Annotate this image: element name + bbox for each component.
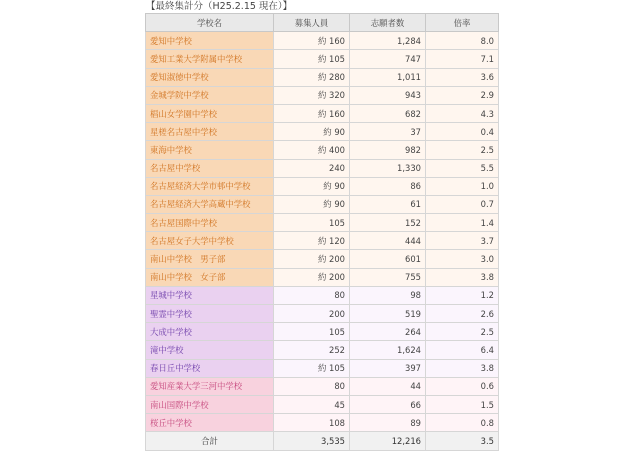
- applicants-cell: 755: [350, 268, 426, 286]
- capacity-cell: 約 120: [274, 232, 350, 250]
- table-row: [146, 32, 499, 50]
- applicants-cell: 682: [350, 104, 426, 122]
- school-name-cell: 名古屋経済大学高蔵中学校: [146, 195, 274, 213]
- school-name-cell: 愛知中学校: [146, 32, 274, 50]
- capacity-cell: 約 105: [274, 359, 350, 377]
- table-row: [146, 341, 499, 359]
- applicants-cell: 264: [350, 323, 426, 341]
- table-header: [146, 14, 499, 32]
- header-row: [146, 14, 499, 32]
- capacity-cell: 105: [274, 323, 350, 341]
- header-school: 学校名: [146, 14, 274, 32]
- applicants-cell: 982: [350, 141, 426, 159]
- table-body: [146, 32, 499, 432]
- total-row: [146, 432, 499, 450]
- applicants-cell: 1,284: [350, 32, 426, 50]
- table-row: [146, 214, 499, 232]
- table-row: [146, 123, 499, 141]
- ratio-cell: 2.5: [426, 141, 499, 159]
- ratio-cell: 2.9: [426, 86, 499, 104]
- ratio-cell: 1.4: [426, 214, 499, 232]
- header-capacity: 募集人員: [274, 14, 350, 32]
- capacity-cell: 108: [274, 414, 350, 432]
- ratio-cell: 0.4: [426, 123, 499, 141]
- capacity-cell: 80: [274, 286, 350, 304]
- ratio-cell: 3.0: [426, 250, 499, 268]
- capacity-cell: 約 320: [274, 86, 350, 104]
- school-name-cell: 椙山女学園中学校: [146, 104, 274, 122]
- table-row: [146, 232, 499, 250]
- ratio-cell: 2.6: [426, 305, 499, 323]
- ratio-cell: 6.4: [426, 341, 499, 359]
- capacity-cell: 105: [274, 214, 350, 232]
- ratio-cell: 0.8: [426, 414, 499, 432]
- ratio-cell: 4.3: [426, 104, 499, 122]
- table-row: [146, 86, 499, 104]
- school-name-cell: 名古屋国際中学校: [146, 214, 274, 232]
- ratio-cell: 1.5: [426, 395, 499, 413]
- capacity-cell: 約 160: [274, 104, 350, 122]
- total-label: 合計: [146, 432, 274, 450]
- capacity-cell: 約 90: [274, 123, 350, 141]
- applicants-cell: 61: [350, 195, 426, 213]
- table-footer: [146, 432, 499, 450]
- capacity-cell: 240: [274, 159, 350, 177]
- applicants-cell: 44: [350, 377, 426, 395]
- total-applicants: 12,216: [350, 432, 426, 450]
- applicants-cell: 1,011: [350, 68, 426, 86]
- table-row: [146, 323, 499, 341]
- capacity-cell: 約 280: [274, 68, 350, 86]
- ratio-cell: 5.5: [426, 159, 499, 177]
- school-name-cell: 星城中学校: [146, 286, 274, 304]
- school-name-cell: 桜丘中学校: [146, 414, 274, 432]
- table-row: [146, 177, 499, 195]
- capacity-cell: 約 400: [274, 141, 350, 159]
- table-row: [146, 104, 499, 122]
- capacity-cell: 45: [274, 395, 350, 413]
- school-name-cell: 東海中学校: [146, 141, 274, 159]
- ratio-cell: 3.8: [426, 359, 499, 377]
- table-row: [146, 50, 499, 68]
- applicants-cell: 519: [350, 305, 426, 323]
- ratio-cell: 3.8: [426, 268, 499, 286]
- applicants-cell: 86: [350, 177, 426, 195]
- school-name-cell: 名古屋女子大学中学校: [146, 232, 274, 250]
- capacity-cell: 200: [274, 305, 350, 323]
- applicants-cell: 152: [350, 214, 426, 232]
- ratio-cell: 2.5: [426, 323, 499, 341]
- ratio-cell: 8.0: [426, 32, 499, 50]
- table-row: [146, 195, 499, 213]
- capacity-cell: 約 160: [274, 32, 350, 50]
- applicants-cell: 943: [350, 86, 426, 104]
- applicants-table: [145, 13, 499, 451]
- applicants-cell: 397: [350, 359, 426, 377]
- table-row: [146, 414, 499, 432]
- applicants-cell: 98: [350, 286, 426, 304]
- school-name-cell: 名古屋経済大学市邨中学校: [146, 177, 274, 195]
- table-row: [146, 305, 499, 323]
- total-capacity: 3,535: [274, 432, 350, 450]
- capacity-cell: 約 90: [274, 195, 350, 213]
- ratio-cell: 7.1: [426, 50, 499, 68]
- ratio-cell: 1.0: [426, 177, 499, 195]
- school-name-cell: 南山中学校 男子部: [146, 250, 274, 268]
- capacity-cell: 80: [274, 377, 350, 395]
- applicants-cell: 601: [350, 250, 426, 268]
- school-name-cell: 南山中学校 女子部: [146, 268, 274, 286]
- capacity-cell: 約 200: [274, 268, 350, 286]
- ratio-cell: 3.7: [426, 232, 499, 250]
- header-applicants: 志願者数: [350, 14, 426, 32]
- capacity-cell: 約 90: [274, 177, 350, 195]
- ratio-cell: 1.2: [426, 286, 499, 304]
- applicants-cell: 89: [350, 414, 426, 432]
- ratio-cell: 3.6: [426, 68, 499, 86]
- table-row: [146, 268, 499, 286]
- table-caption: 【最終集計分（H25.2.15 現在）】: [146, 1, 293, 12]
- table-row: [146, 159, 499, 177]
- school-name-cell: 愛知工業大学附属中学校: [146, 50, 274, 68]
- school-name-cell: 愛知産業大学三河中学校: [146, 377, 274, 395]
- school-name-cell: 愛知淑徳中学校: [146, 68, 274, 86]
- applicants-cell: 747: [350, 50, 426, 68]
- school-name-cell: 大成中学校: [146, 323, 274, 341]
- table-row: [146, 395, 499, 413]
- school-name-cell: 星槎名古屋中学校: [146, 123, 274, 141]
- applicants-cell: 444: [350, 232, 426, 250]
- applicants-cell: 1,330: [350, 159, 426, 177]
- school-name-cell: 春日丘中学校: [146, 359, 274, 377]
- school-name-cell: 聖霊中学校: [146, 305, 274, 323]
- table-row: [146, 141, 499, 159]
- school-name-cell: 金城学院中学校: [146, 86, 274, 104]
- table-row: [146, 286, 499, 304]
- applicants-cell: 66: [350, 395, 426, 413]
- capacity-cell: 約 105: [274, 50, 350, 68]
- applicants-cell: 1,624: [350, 341, 426, 359]
- table-row: [146, 250, 499, 268]
- applicants-cell: 37: [350, 123, 426, 141]
- ratio-cell: 0.7: [426, 195, 499, 213]
- capacity-cell: 252: [274, 341, 350, 359]
- table-row: [146, 359, 499, 377]
- school-name-cell: 名古屋中学校: [146, 159, 274, 177]
- total-ratio: 3.5: [426, 432, 499, 450]
- ratio-cell: 0.6: [426, 377, 499, 395]
- capacity-cell: 約 200: [274, 250, 350, 268]
- school-name-cell: 南山国際中学校: [146, 395, 274, 413]
- school-name-cell: 滝中学校: [146, 341, 274, 359]
- table-row: [146, 68, 499, 86]
- table-row: [146, 377, 499, 395]
- header-ratio: 倍率: [426, 14, 499, 32]
